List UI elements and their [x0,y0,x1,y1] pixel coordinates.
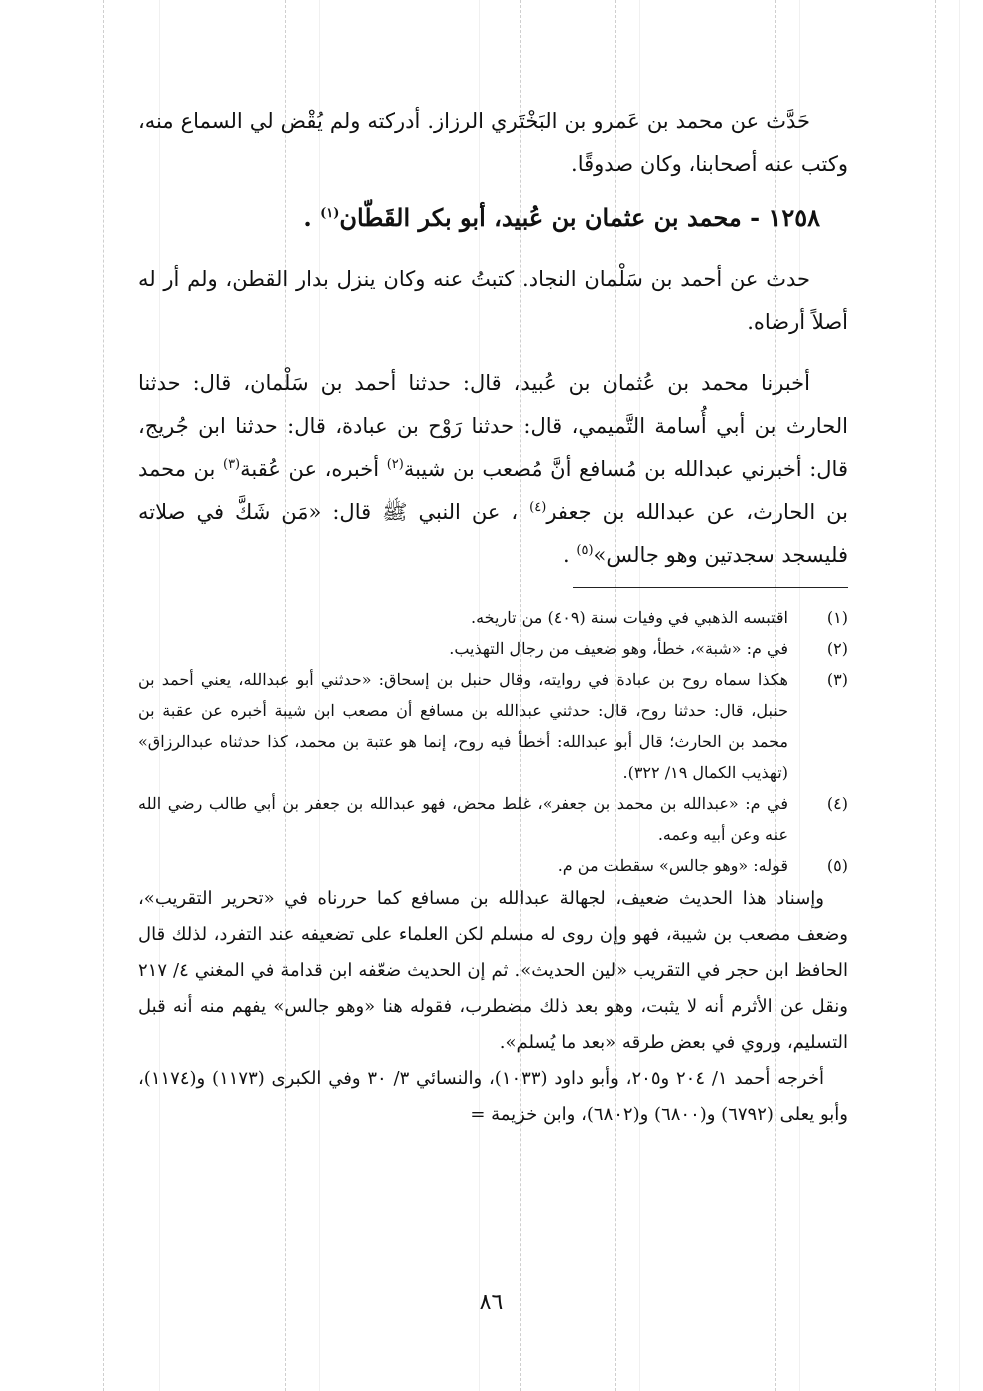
isnad-part: بن محمد بن الحارث، عن عبدالله بن جعفر [138,457,848,524]
footnote [138,850,848,881]
footnote-number: (١) [826,608,848,627]
footnote-number: (٥) [826,856,848,875]
footnote-number: (٢) [826,639,848,658]
isnad-part: أخبرنا محمد بن عُثمان بن عُبيد، قال: حدثنا أحمد بن سَلْمان، قال: حدثنا الحارث بن أبي أُسامة التَّميمي، قال: حدثنا رَوْح بن عبادة، قال: حدثنا ابن جُريج، قال: أخبرني عبدالله بن مُسافع أنَّ مُصعب بن شيبة [138,371,848,481]
isnad-part: أخبره، عن عُقبة [240,457,387,481]
footnote-ref: (٥) [576,543,594,558]
footnote-number: (٤) [826,794,848,813]
scan-guide-line [103,0,104,1391]
paragraph-intro: حَدَّث عن محمد بن عَمرو بن البَخْتَري الرزاز. أدركته ولم يُقْض لي السماع منه، وكتب عنه أصحابنا، وكان صدوقًا. [138,109,848,176]
scan-guide-line [935,0,936,1391]
footnote-continuation: أخرجه أحمد ١/ ٢٠٤ و٢٠٥، وأبو داود (١٠٣٣)، والنسائي ٣/ ٣٠ وفي الكبرى (١١٧٣) و(١١٧٤)، وأبو يعلى (٦٧٩٢) و(٦٨٠٠) و(٦٨٠٢)، وابن خزيمة = [138,1068,848,1125]
main-text [138,100,848,1133]
footnote-ref: (٤) [529,500,547,515]
footnote-text: في م: «عبدالله بن محمد بن جعفر»، غلط محض، فهو عبدالله بن جعفر بن أبي طالب رضي الله عنه وعن أبيه وعمه. [138,794,788,844]
footnotes [138,602,848,1133]
footnote [138,633,848,664]
isnad-part: . [563,543,577,567]
footnote-ref: (٣) [222,457,241,472]
footnote-separator [573,587,848,588]
footnote-continuation: وإسناد هذا الحديث ضعيف، لجهالة عبدالله بن مسافع كما حررناه في «تحرير التقريب»، وضعف مصعب بن شيبة، فهو وإن روى له مسلم لكن العلماء على تضعيفه عند التفرد، لذلك قال الحافظ ابن حجر في التقريب «لين الحديث». ثم إن الحديث ضعّفه ابن قدامة في المغني ٤/ ٢١٧ ونقل عن الأثرم أنه لا يثبت، وهو بعد ذلك مضطرب، فقوله هنا «وهو جالس» يفهم منه أنه قبل التسليم، وروي في بعض طرقه «بعد ما يُسلم». [138,888,848,1053]
paragraph-isnad [138,362,848,577]
entry-heading [138,196,848,240]
footnote-text: قوله: «وهو جالس» سقطت من م. [557,856,788,875]
heading-tail: . [303,203,321,232]
footnote-number: (٣) [826,670,848,689]
paragraph-biography: حدث عن أحمد بن سَلْمان النجاد. كتبتُ عنه وكان ينزل بدار القطن، ولم أر له أصلاً أرضاه. [138,267,848,334]
hadith-text: ، عن النبي ﷺ قال: «مَن شَكَّ في صلاته فليسجد سجدتين وهو جالس» [138,500,848,567]
page-number: ٨٦ [479,1290,504,1315]
footnote-text: في م: «شبة»، خطأ، وهو ضعيف من رجال التهذيب. [449,639,788,658]
footnote-text: اقتبسه الذهبي في وفيات سنة (٤٠٩) من تاريخه. [471,608,788,627]
footnote-ref: (١) [320,206,340,221]
footnote [138,602,848,633]
footnote-text: هكذا سماه روح بن عبادة في روايته، وقال حنبل بن إسحاق: «حدثني أبو عبدالله، يعني أحمد بن حنبل، قال: حدثنا روح، قال: حدثني عبدالله بن مسافع أن مصعب ابن شيبة أخبره عن عقبة بن محمد بن الحارث؛ قال أبو عبدالله: أخطأ فيه روح، إنما هو عتبة بن محمد، كذا حدثناه عبدالرزاق» (تهذيب الكمال ١٩/ ٣٢٢). [138,670,788,782]
entry-heading-text: ١٢٥٨ - محمد بن عثمان بن عُبيد، أبو بكر القَطّان [339,203,820,232]
footnote [138,664,848,788]
footnote [138,788,848,850]
footnote-ref: (٢) [386,457,404,472]
